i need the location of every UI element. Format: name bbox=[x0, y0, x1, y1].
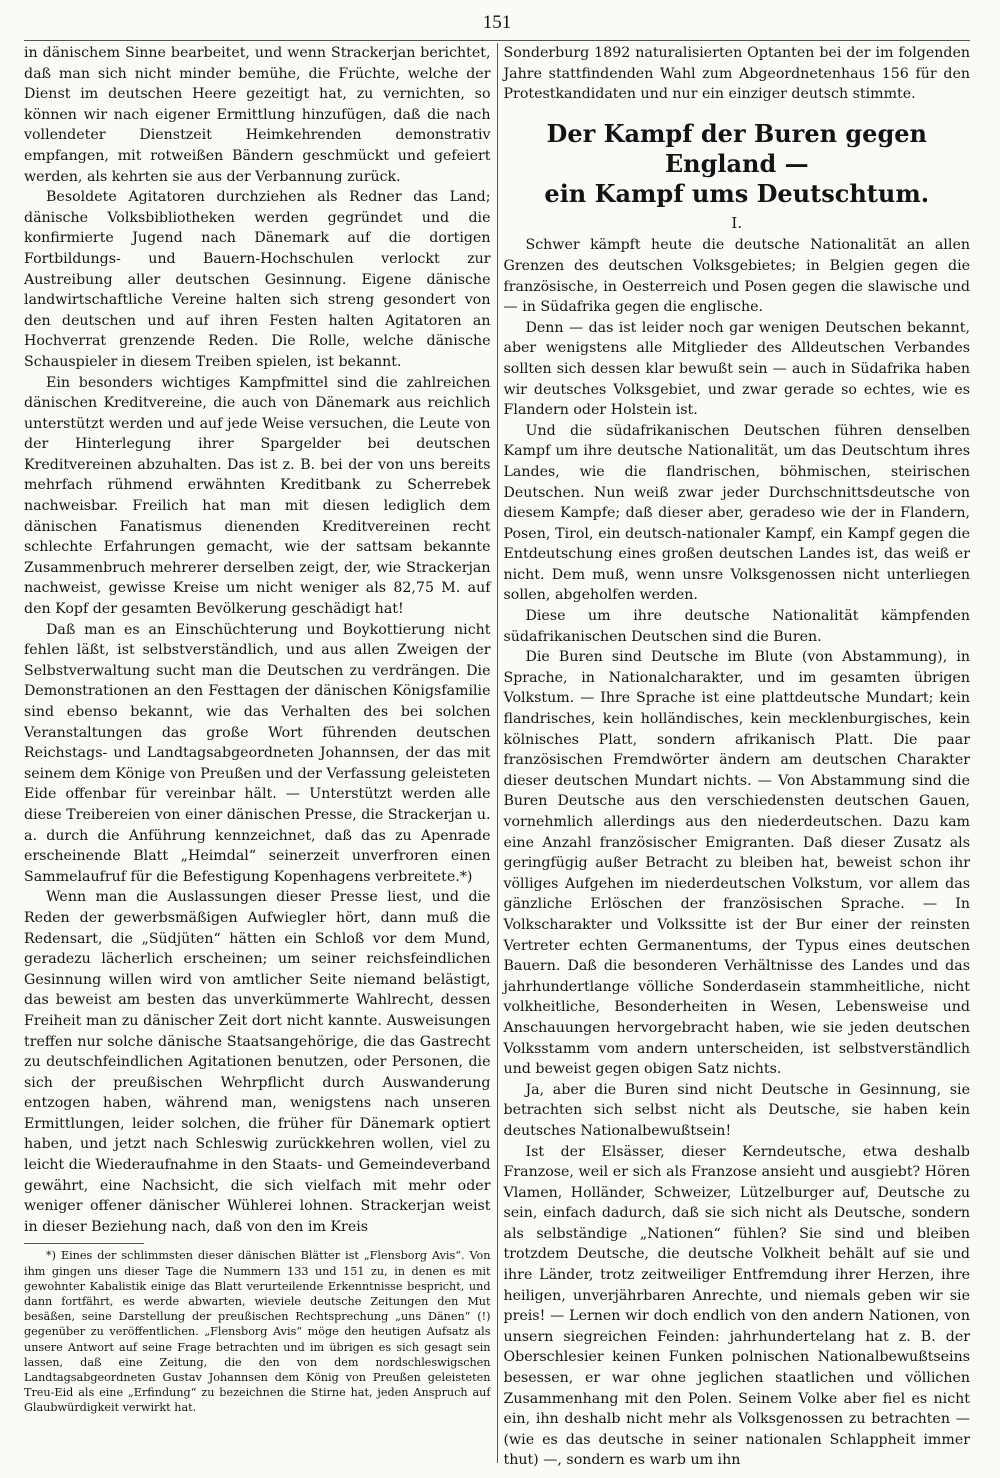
left-paragraph-3: Ein besonders wichtiges Kampfmittel sind die zahlreichen dänischen Kreditvereine, die auch von Dänemark aus reichlich unterstützt werden und auf jede Weise versuchen, die Leute von der Hinterlegung ihrer Spargelder bei deutschen Kreditvereinen abzuhalten. Das ist z. B. bei der von uns bereits mehrfach rühmend erwähnten Kreditbank zu Scherrebek nachweisbar. Freilich hat man mit diesen lediglich dem dänischen Fanatismus dienenden Kreditvereinen recht schlechte Erfahrungen gemacht, wie der sattsam bekannte Zusammenbruch mehrerer derselben zeigt, der, wie Strackerjan nachweist, gewisse Kreise um nicht weniger als 82,75 M. auf den Kopf der gesamten Bevölkerung geschädigt hat! bbox=[24, 374, 491, 618]
section-numeral: I. bbox=[731, 213, 743, 232]
column-divider bbox=[497, 43, 498, 1463]
right-intro-paragraph: Sonderburg 1892 naturalisierten Optanten bei der im folgenden Jahre stattfindenden Wahl zum Abgeordnetenhaus 156 für den Protestkandidaten und nur ein einziger deutsch stimmte. bbox=[503, 45, 970, 103]
left-paragraph-5: Wenn man die Auslassungen dieser Presse liest, und die Reden der gewerbsmäßigen Aufwiegler hört, dann muß die Redensart, die „Südjüten“ hätten ein Schloß vor dem Mund, geradezu lächerlich erscheinen; um seiner reichsfeindlichen Gesinnung willen wird von amtlicher Seite niemand belästigt, das beweist am besten das unverkümmerte Wahlrecht, dessen Freiheit man zu dänischer Zeit dort nicht kannte. Ausweisungen treffen nur solche dänische Staatsangehörige, die das Gastrecht zu deutschfeindlichen Agitationen benutzen, oder Personen, die sich der preußischen Wehrpflicht durch Auswanderung entzogen haben, während man, wenigstens nach unseren Ermittlungen, leider solchen, die früher für Dänemark optiert haben, und jetzt nach Schleswig zurückkehren wollen, viel zu leicht die Wiederaufnahme in den Staats- und Gemeindeverband gewährt, eine Nachsicht, die sich vielfach mit mehr oder weniger offener dänischer Wühlerei lohnen. Strackerjan weist in dieser Beziehung nach, daß von den im Kreis bbox=[24, 889, 491, 1235]
right-paragraph-2: Denn — das ist leider noch gar wenigen Deutschen bekannt, aber wenigstens alle Mitglieder des Alldeutschen Verbandes sollten sich dessen klar bewußt sein — auch in Südafrika haben wir deutsches Volksgebiet, und zwar gerade so echtes, wie es Flandern oder Holstein ist. bbox=[503, 319, 970, 419]
left-paragraph-4: Daß man es an Einschüchterung und Boykottierung nicht fehlen läßt, ist selbstverständlich, und aus allen Zweigen der Selbstverwaltung sucht man die Deutschen zu verdrängen. Die Demonstrationen an den Festtagen der dänischen Königsfamilie sind ebenso bekannt, wie das Verhalten des bei solchen Veranstaltungen das große Wort führenden deutschen Reichstags- und Landtagsabgeordneten Johannsen, der das mit seinem dem Könige von Preußen und der Verfassung geleisteten Eide offenbar für vereinbar hält. — Unterstützt werden alle diese Treibereien von einer dänischen Presse, die Strackerjan u. a. durch die Anführung kennzeichnet, daß das zu Apenrade erscheinende Blatt „Heimdal“ seinerzeit unverfroren einen Sammelaufruf für die Befestigung Kopenhagens verbreitete.*) bbox=[24, 621, 491, 885]
right-paragraph-7: Ist der Elsässer, dieser Kerndeutsche, etwa deshalb Franzose, weil er sich als Franzose ansieht und ausgiebt? Hören Vlamen, Holländer, Schweizer, Lützelburger auf, Deutsche zu sein, einfach dadurch, daß sie sich nicht als Deutsche, sondern als selbständige „Nationen“ fühlen? Sie sind und bleiben trotzdem Deutsche, die deutsche Volkheit behält auf sie und ihre Länder, trotz zeitweiliger Entfremdung ihrer Herzen, ihre heiligen, unverjährbaren Anrechte, und niemals geben wir sie preis! — Lernen wir doch endlich von den andern Nationen, von unsern siegreichen Feinden: jahrhundertelang hat z. B. der Oberschlesier keinen Funken polnischen Nationalbewußtseins besessen, er war ohne jeglichen staatlichen und völlichen Zusammenhang mit den Polen. Seinem Volke aber fiel es nicht ein, ihn deshalb nicht mehr als Volksgenossen zu betrachten — (wie es das deutsche in seiner nationalen Schlappheit immer thut) —, sondern es warb um ihn bbox=[503, 1143, 970, 1469]
right-paragraph-4: Diese um ihre deutsche Nationalität kämpfenden südafrikanischen Deutschen sind die Buren. bbox=[503, 608, 970, 645]
right-paragraph-3: Und die südafrikanischen Deutschen führen denselben Kampf um ihre deutsche Nationalität, um das Deutschtum ihres Landes, wie die flandrischen, böhmischen, steirischen Deutschen. Nun weiß zwar jeder Durchschnittsdeutsche von diesem Kampfe; daß dieser aber, geradeso wie der in Flandern, Posen, Tirol, ein deutsch-nationaler Kampf, ein Kampf gegen die Entdeutschung eines großen deutschen Landes ist, das weiß er nicht. Dem muß, wenn unsre Volksgenossen nicht unterliegen sollen, abgeholfen werden. bbox=[503, 422, 970, 604]
right-paragraph-6: Ja, aber die Buren sind nicht Deutsche in Gesinnung, sie betrachten sich selbst nicht als Deutsche, sie haben kein deutsches Nationalbewußtsein! bbox=[503, 1081, 970, 1139]
right-paragraph-5: Die Buren sind Deutsche im Blute (von Abstammung), in Sprache, in Nationalcharakter, und im gesamten übrigen Volkstum. — Ihre Sprache ist eine plattdeutsche Mundart; kein flandrisches, kein holländisches, kein mecklenburgisches, kein kölnisches Platt, sondern afrikanisch Platt. Die paar französischen Fremdwörter ändern am deutschen Charakter dieser deutschen Mundart nichts. — Von Abstammung sind die Buren Deutsche aus den verschiedensten deutschen Gauen, vornehmlich allerdings aus den niederdeutschen. Dazu kam eine Anzahl französischer Emigranten. Daß dieser Zusatz als geringfügig außer Betracht zu bleiben hat, beweist schon ihr völliges Aufgehen im niederdeutschen Volkstum, vor allem das gänzliche Erlöschen der französischen Sprache. — In Volkscharakter und Volkssitte ist der Bur einer der reinsten Vertreter echten Germanentums, der Typus eines deutschen Bauern. Daß die besonderen Verhältnisse des Landes und das jahrhundertlange völliche Sonderdasein stammheitliche, nicht volkheitliche, Besonderheiten in Wesen, Lebensweise und Anschauungen hervorgebracht haben, wie sie jeden deutschen Volksstamm vom andern unterscheiden, ist selbstverständlich und beweist gegen obigen Satz nichts. bbox=[503, 649, 970, 1078]
footnote-divider bbox=[24, 1243, 144, 1244]
headline-line-1: Der Kampf der Buren gegen England — bbox=[546, 118, 927, 178]
page-number: 151 bbox=[24, 6, 970, 41]
right-column bbox=[503, 43, 971, 1469]
article-headline bbox=[504, 119, 971, 209]
left-column bbox=[24, 43, 491, 1463]
footnote: *) Eines der schlimmsten dieser dänischen Blätter ist „Flensborg Avis“. Von ihm gingen uns dieser Tage die Nummern 133 und 151 zu, in denen es mit gewohnter Kabalistik einige das Blatt verurteilende Erkenntnisse bespricht, und dann fortfährt, es werde abwarten, wieviele deutsche Zeitungen den Mut besäßen, seine Darstellung der preußischen Rechtsprechung „uns Dänen“ (!) gegenüber zu veröffentlichen. „Flensborg Avis“ möge den heutigen Aufsatz als unsere Antwort auf seine Frage betrachten und im übrigen es sich gesagt sein lassen, daß eine Zeitung, die den von dem nordschleswigschen Landtagsabgeordneten Gustav Johannsen dem König von Preußen geleisteten Treu-Eid als eine „Erfindung“ zu bezeichnen die Stirne hat, jeden Anspruch auf Glaubwürdigkeit verwirkt hat. bbox=[24, 1249, 491, 1415]
right-paragraph-1: Schwer kämpft heute die deutsche Nationalität an allen Grenzen des deutschen Volksgebietes; in Belgien gegen die französische, in Oesterreich und Posen gegen die slawische und — in Südafrika gegen die englische. bbox=[503, 237, 970, 316]
left-paragraph-1: in dänischem Sinne bearbeitet, und wenn Strackerjan berichtet, daß man sich nicht minder bemühe, die Früchte, welche der Dienst im deutschen Heere gezeitigt hat, zu vernichten, so können wir nach eigener Ermittlung hinzufügen, daß die nach vollendeter Dienstzeit Heimkehrenden demonstrativ empfangen, mit rotweißen Bändern geschmückt und gefeiert werden, als kehrten sie aus der Verbannung zurück. bbox=[24, 45, 491, 185]
left-paragraph-2: Besoldete Agitatoren durchziehen als Redner das Land; dänische Volksbibliotheken werden gegründet und die konfirmierte Jugend nach Dänemark auf die dortigen Fortbildungs- und Bauern-Hochschulen verlockt zur Austreibung aller deutschen Gesinnung. Eigene dänische landwirtschaftliche Vereine halten sich streng gesondert von den deutschen und auf ihren Festen halten Agitatoren an Hochverrat grenzende Reden. Die Rolle, welche dänische Schauspieler in diesem Treiben spielen, ist bekannt. bbox=[24, 189, 491, 370]
headline-line-2: ein Kampf ums Deutschtum. bbox=[544, 178, 930, 208]
two-column-body bbox=[24, 43, 970, 1469]
